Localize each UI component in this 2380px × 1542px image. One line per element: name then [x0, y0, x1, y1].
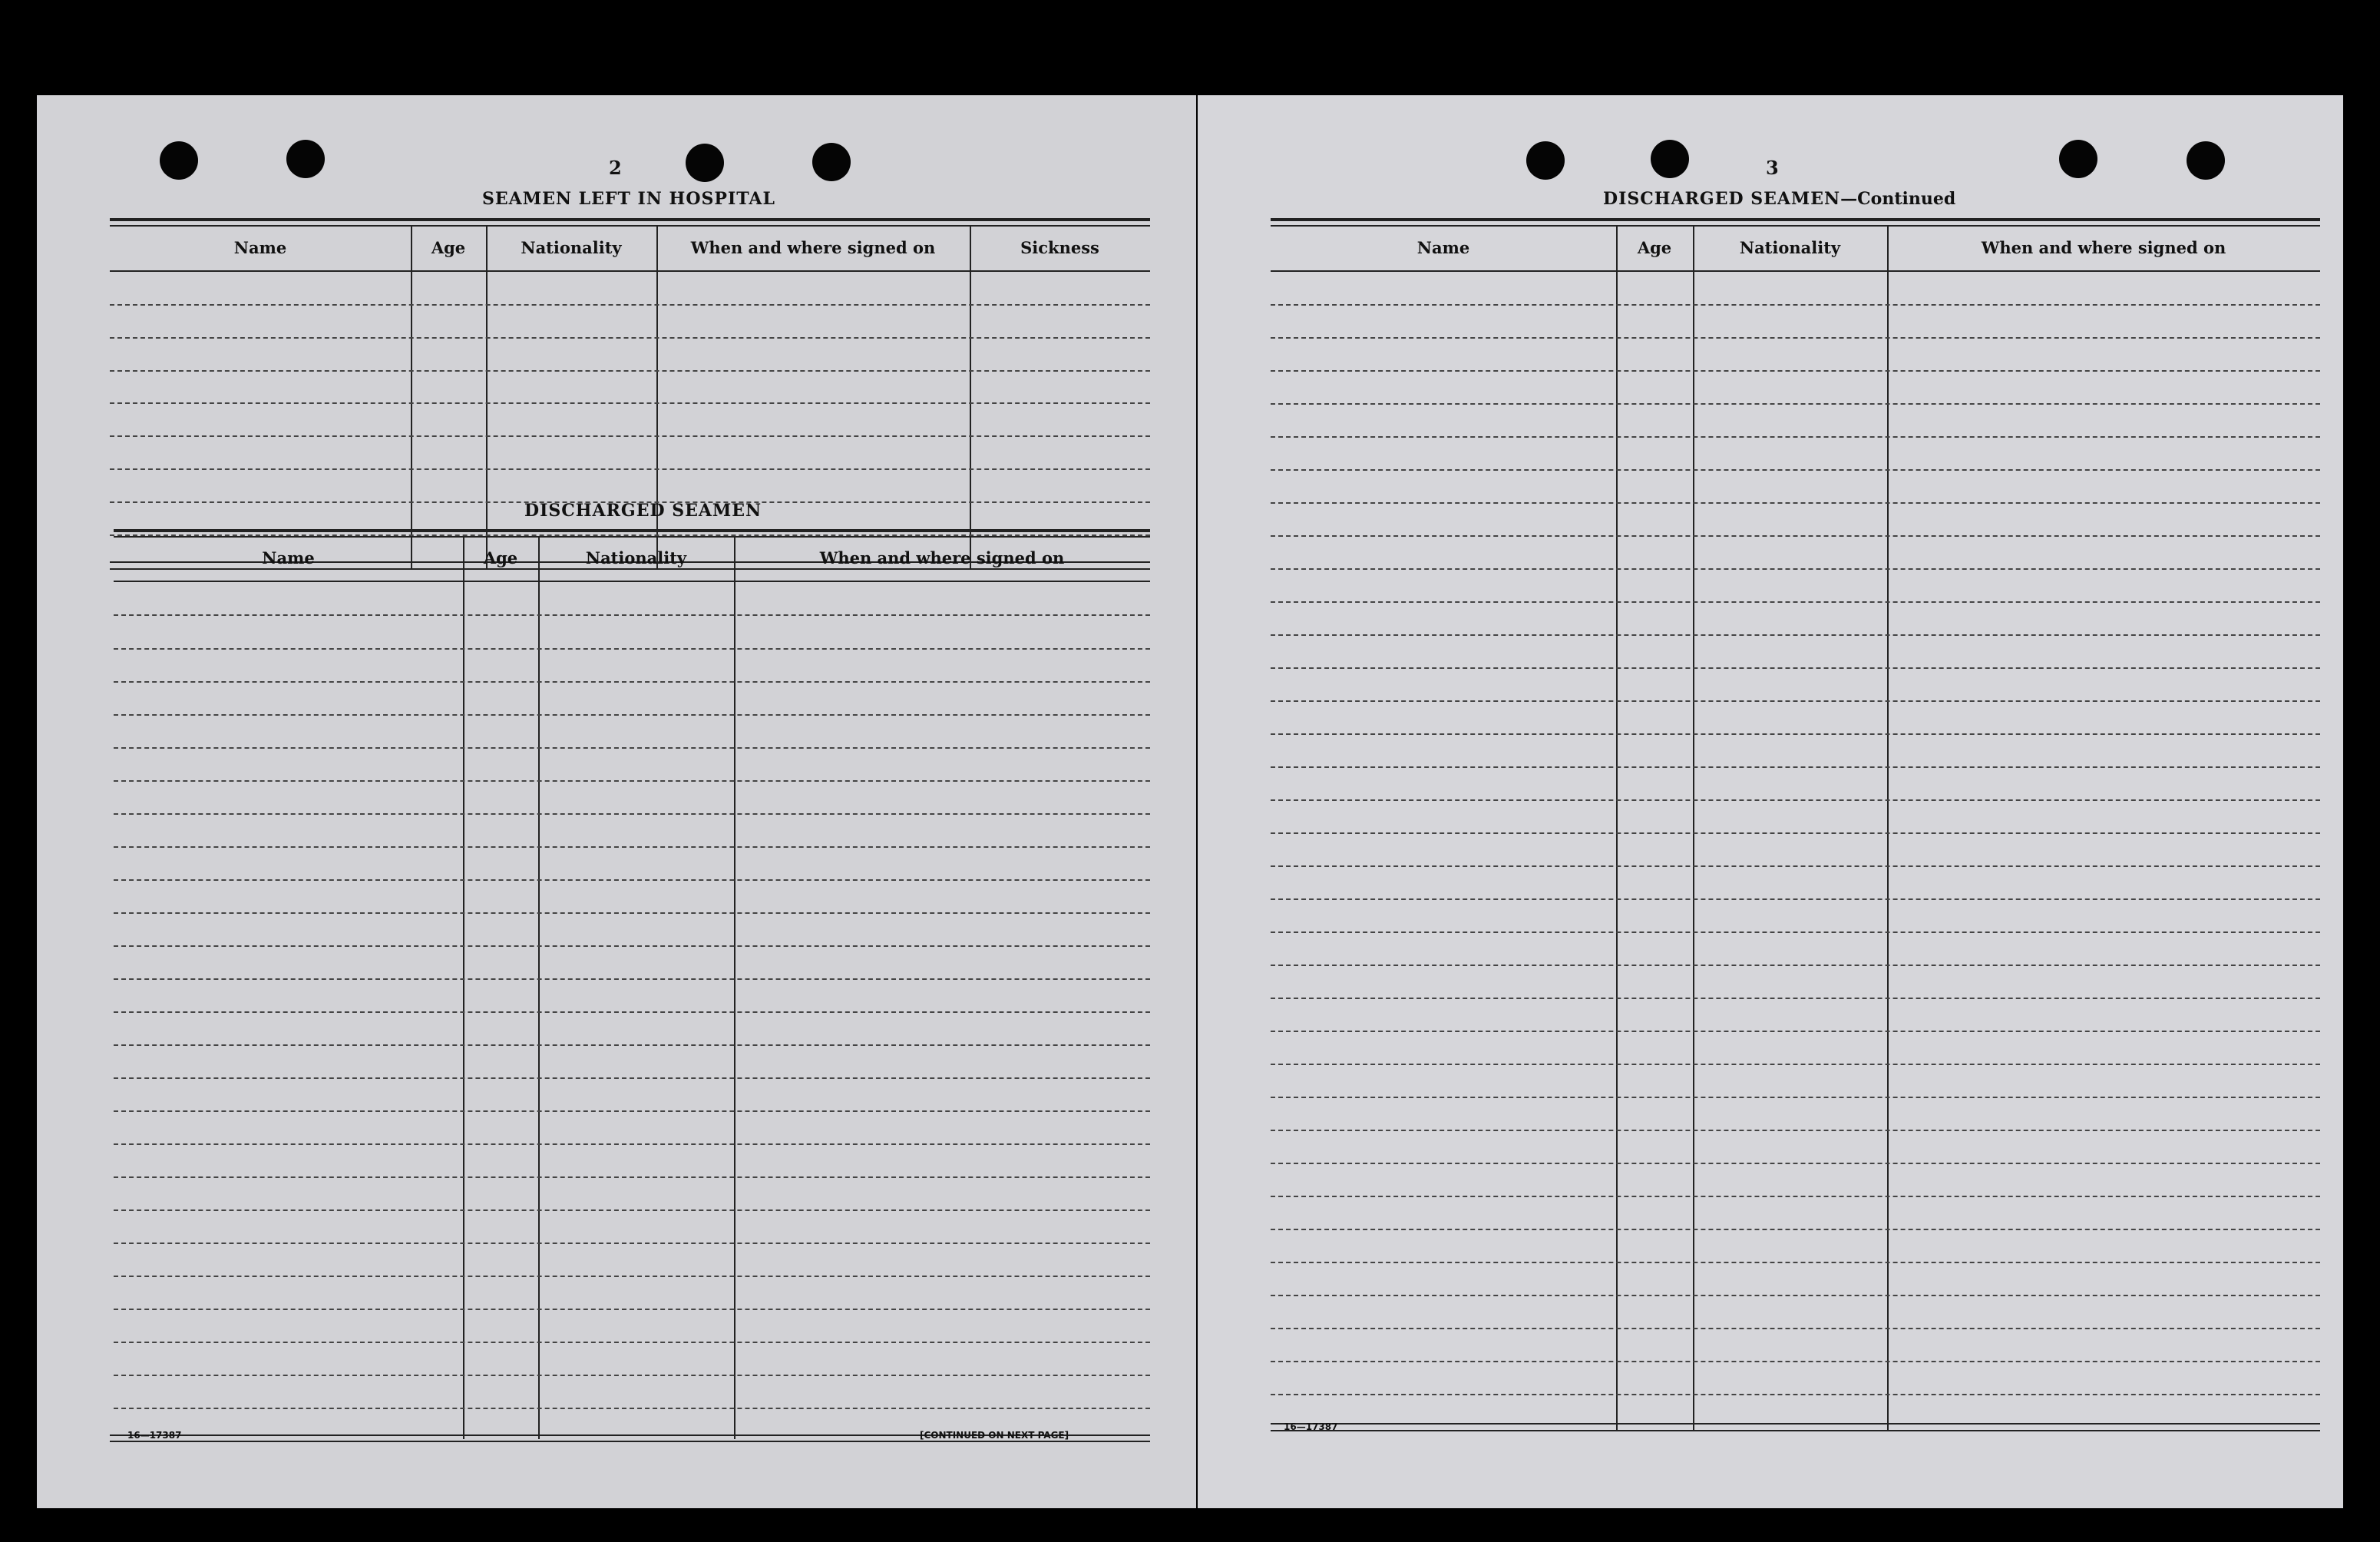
table-row [114, 614, 1150, 616]
table-row [114, 714, 1150, 716]
table-row [110, 304, 1150, 306]
table-row [114, 1077, 1150, 1079]
table-row [114, 813, 1150, 815]
form-number: 16—17387 [127, 1430, 182, 1441]
header-rule [114, 581, 1150, 582]
table-bottom-rule [1271, 1430, 2320, 1431]
table-row [1271, 1064, 2320, 1065]
table-row [1271, 700, 2320, 702]
punch-hole [2187, 141, 2225, 180]
table-row [114, 1309, 1150, 1310]
column-header-nationality: Nationality [585, 548, 687, 567]
column-header-signed-on: When and where signed on [690, 238, 936, 257]
left-page [37, 95, 1196, 1508]
table-row [1271, 1196, 2320, 1197]
table-bottom-rule [110, 568, 1150, 570]
column-divider [1616, 225, 1618, 1431]
page-number: 2 [609, 157, 622, 179]
table-row [114, 1375, 1150, 1376]
table-row [114, 912, 1150, 914]
table-row [1271, 931, 2320, 933]
punch-hole [1526, 141, 1565, 180]
table-row [1271, 998, 2320, 999]
column-divider [734, 536, 735, 1439]
table-row [1271, 337, 2320, 339]
table-row [114, 879, 1150, 881]
column-header-signed-on: When and where signed on [1981, 238, 2226, 257]
column-header-name: Name [1416, 238, 1470, 257]
punch-hole [286, 140, 325, 178]
table-row [114, 1176, 1150, 1178]
table-row [1271, 1097, 2320, 1098]
column-header-name: Name [262, 548, 315, 567]
table-row [1271, 304, 2320, 306]
punch-hole [686, 144, 724, 182]
table-row [1271, 965, 2320, 966]
table-bottom-rule [110, 1441, 1150, 1442]
table-row [1271, 535, 2320, 537]
page-number: 3 [1766, 157, 1779, 179]
table-row [114, 1408, 1150, 1409]
table-row [1271, 1229, 2320, 1230]
header-rule [1271, 270, 2320, 272]
table-row [1271, 799, 2320, 801]
column-header-nationality: Nationality [1739, 238, 1841, 257]
table-row [1271, 1295, 2320, 1296]
table-row [1271, 502, 2320, 504]
table-row [114, 1110, 1150, 1112]
punch-hole [2059, 140, 2097, 178]
table-row [110, 402, 1150, 404]
table-row [1271, 667, 2320, 669]
table-row [1271, 634, 2320, 636]
table-row [114, 1276, 1150, 1277]
punch-hole [812, 143, 851, 181]
column-header-age: Age [483, 548, 518, 567]
column-divider [970, 225, 971, 569]
continued-note: [CONTINUED ON NEXT PAGE] [920, 1430, 1069, 1441]
table-row [114, 1044, 1150, 1046]
column-header-nationality: Nationality [521, 238, 622, 257]
table-row [114, 648, 1150, 650]
table-row [1271, 1163, 2320, 1164]
table-row [1271, 1130, 2320, 1131]
column-header-age: Age [1637, 238, 1672, 257]
table-row [1271, 403, 2320, 405]
table-row [114, 945, 1150, 947]
column-divider [1693, 225, 1694, 1431]
table-row [1271, 1031, 2320, 1032]
table-row [114, 1342, 1150, 1343]
discharged-continued-title: DISCHARGED SEAMEN—Continued [1603, 189, 1956, 209]
table-row [1271, 733, 2320, 735]
table-row [1271, 568, 2320, 570]
table-row [110, 337, 1150, 339]
column-divider [538, 536, 540, 1439]
table-top-rule [114, 529, 1150, 532]
table-row [1271, 601, 2320, 603]
table-row [114, 978, 1150, 980]
table-row [110, 468, 1150, 470]
column-divider [1887, 225, 1889, 1431]
table-row [1271, 766, 2320, 768]
form-number: 16—17387 [1284, 1421, 1338, 1432]
table-row [114, 1243, 1150, 1244]
table-top-rule [110, 218, 1150, 221]
table-row [1271, 1262, 2320, 1263]
right-page [1198, 95, 2343, 1508]
table-row [114, 1209, 1150, 1211]
column-divider [411, 225, 412, 569]
table-row [114, 1011, 1150, 1013]
table-row [1271, 1361, 2320, 1362]
table-row [114, 780, 1150, 782]
table-row [1271, 370, 2320, 372]
hospital-section-title: SEAMEN LEFT IN HOSPITAL [482, 189, 775, 209]
table-row [1271, 1394, 2320, 1395]
header-rule [110, 270, 1150, 272]
table-row [114, 747, 1150, 749]
column-divider [463, 536, 464, 1439]
discharged-section-title: DISCHARGED SEAMEN [524, 501, 762, 521]
column-header-sickness: Sickness [1020, 238, 1099, 257]
column-header-signed-on: When and where signed on [819, 548, 1065, 567]
table-bottom-rule [1271, 1423, 2320, 1425]
table-row [1271, 832, 2320, 834]
column-header-age: Age [431, 238, 466, 257]
table-row [114, 1143, 1150, 1145]
table-row [1271, 469, 2320, 471]
table-row [1271, 898, 2320, 900]
table-row [1271, 436, 2320, 438]
table-top-rule [114, 536, 1150, 538]
table-row [110, 435, 1150, 437]
table-top-rule [110, 225, 1150, 227]
table-top-rule [1271, 225, 2320, 227]
punch-hole [1651, 140, 1689, 178]
column-divider [486, 225, 488, 569]
punch-hole [160, 141, 198, 180]
table-row [1271, 865, 2320, 867]
table-row [110, 370, 1150, 372]
table-top-rule [1271, 218, 2320, 221]
table-row [114, 846, 1150, 848]
column-header-name: Name [233, 238, 287, 257]
table-row [1271, 1328, 2320, 1329]
table-row [114, 681, 1150, 683]
